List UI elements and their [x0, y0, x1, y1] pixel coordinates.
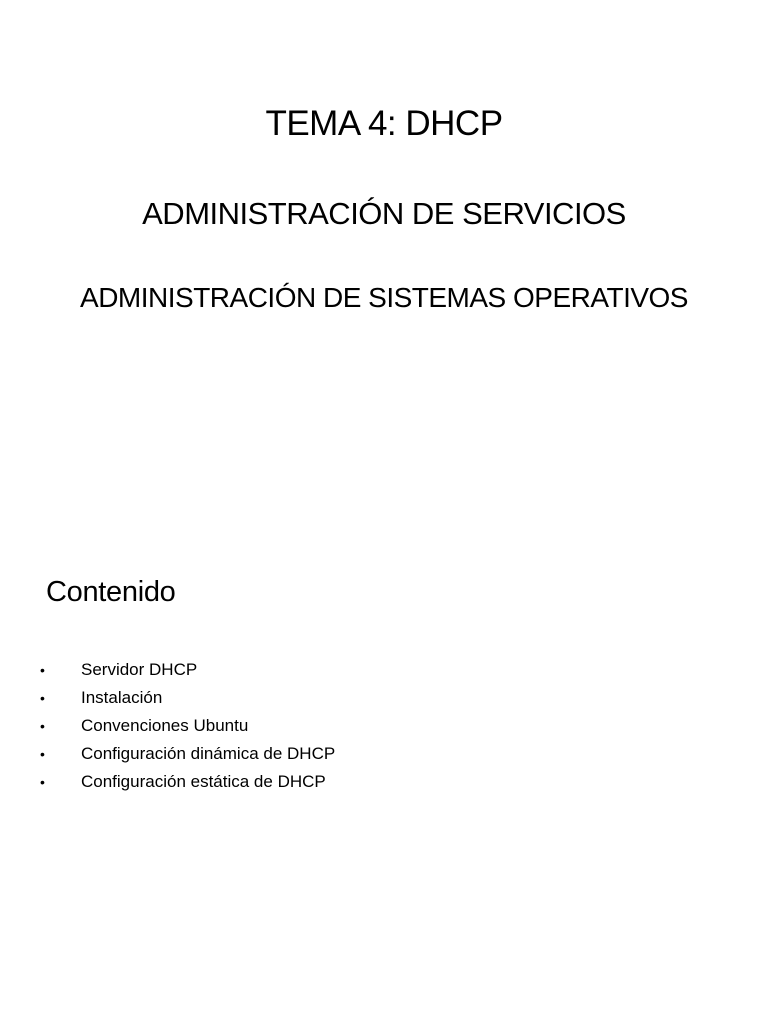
list-item-text: Servidor DHCP	[81, 660, 198, 679]
list-item	[0, 684, 768, 712]
list-item-text: Configuración estática de DHCP	[81, 772, 326, 791]
bullet-icon: •	[40, 718, 45, 734]
bullet-icon: •	[40, 774, 45, 790]
slide-subtitle-services: ADMINISTRACIÓN DE SERVICIOS	[142, 196, 626, 231]
list-item-text: Convenciones Ubuntu	[81, 716, 249, 735]
list-item	[0, 656, 768, 684]
list-item	[0, 740, 768, 768]
list-item	[0, 768, 768, 796]
bullet-icon: •	[40, 746, 45, 762]
list-item-text: Configuración dinámica de DHCP	[81, 744, 336, 763]
contents-list	[0, 656, 768, 796]
bullet-icon: •	[40, 690, 45, 706]
list-item-text: Instalación	[81, 688, 163, 707]
list-item	[0, 712, 768, 740]
slide-subtitle-systems: ADMINISTRACIÓN DE SISTEMAS OPERATIVOS	[80, 282, 688, 313]
slide-title: TEMA 4: DHCP	[265, 104, 503, 143]
bullet-icon: •	[40, 662, 45, 678]
contents-heading: Contenido	[46, 576, 176, 608]
